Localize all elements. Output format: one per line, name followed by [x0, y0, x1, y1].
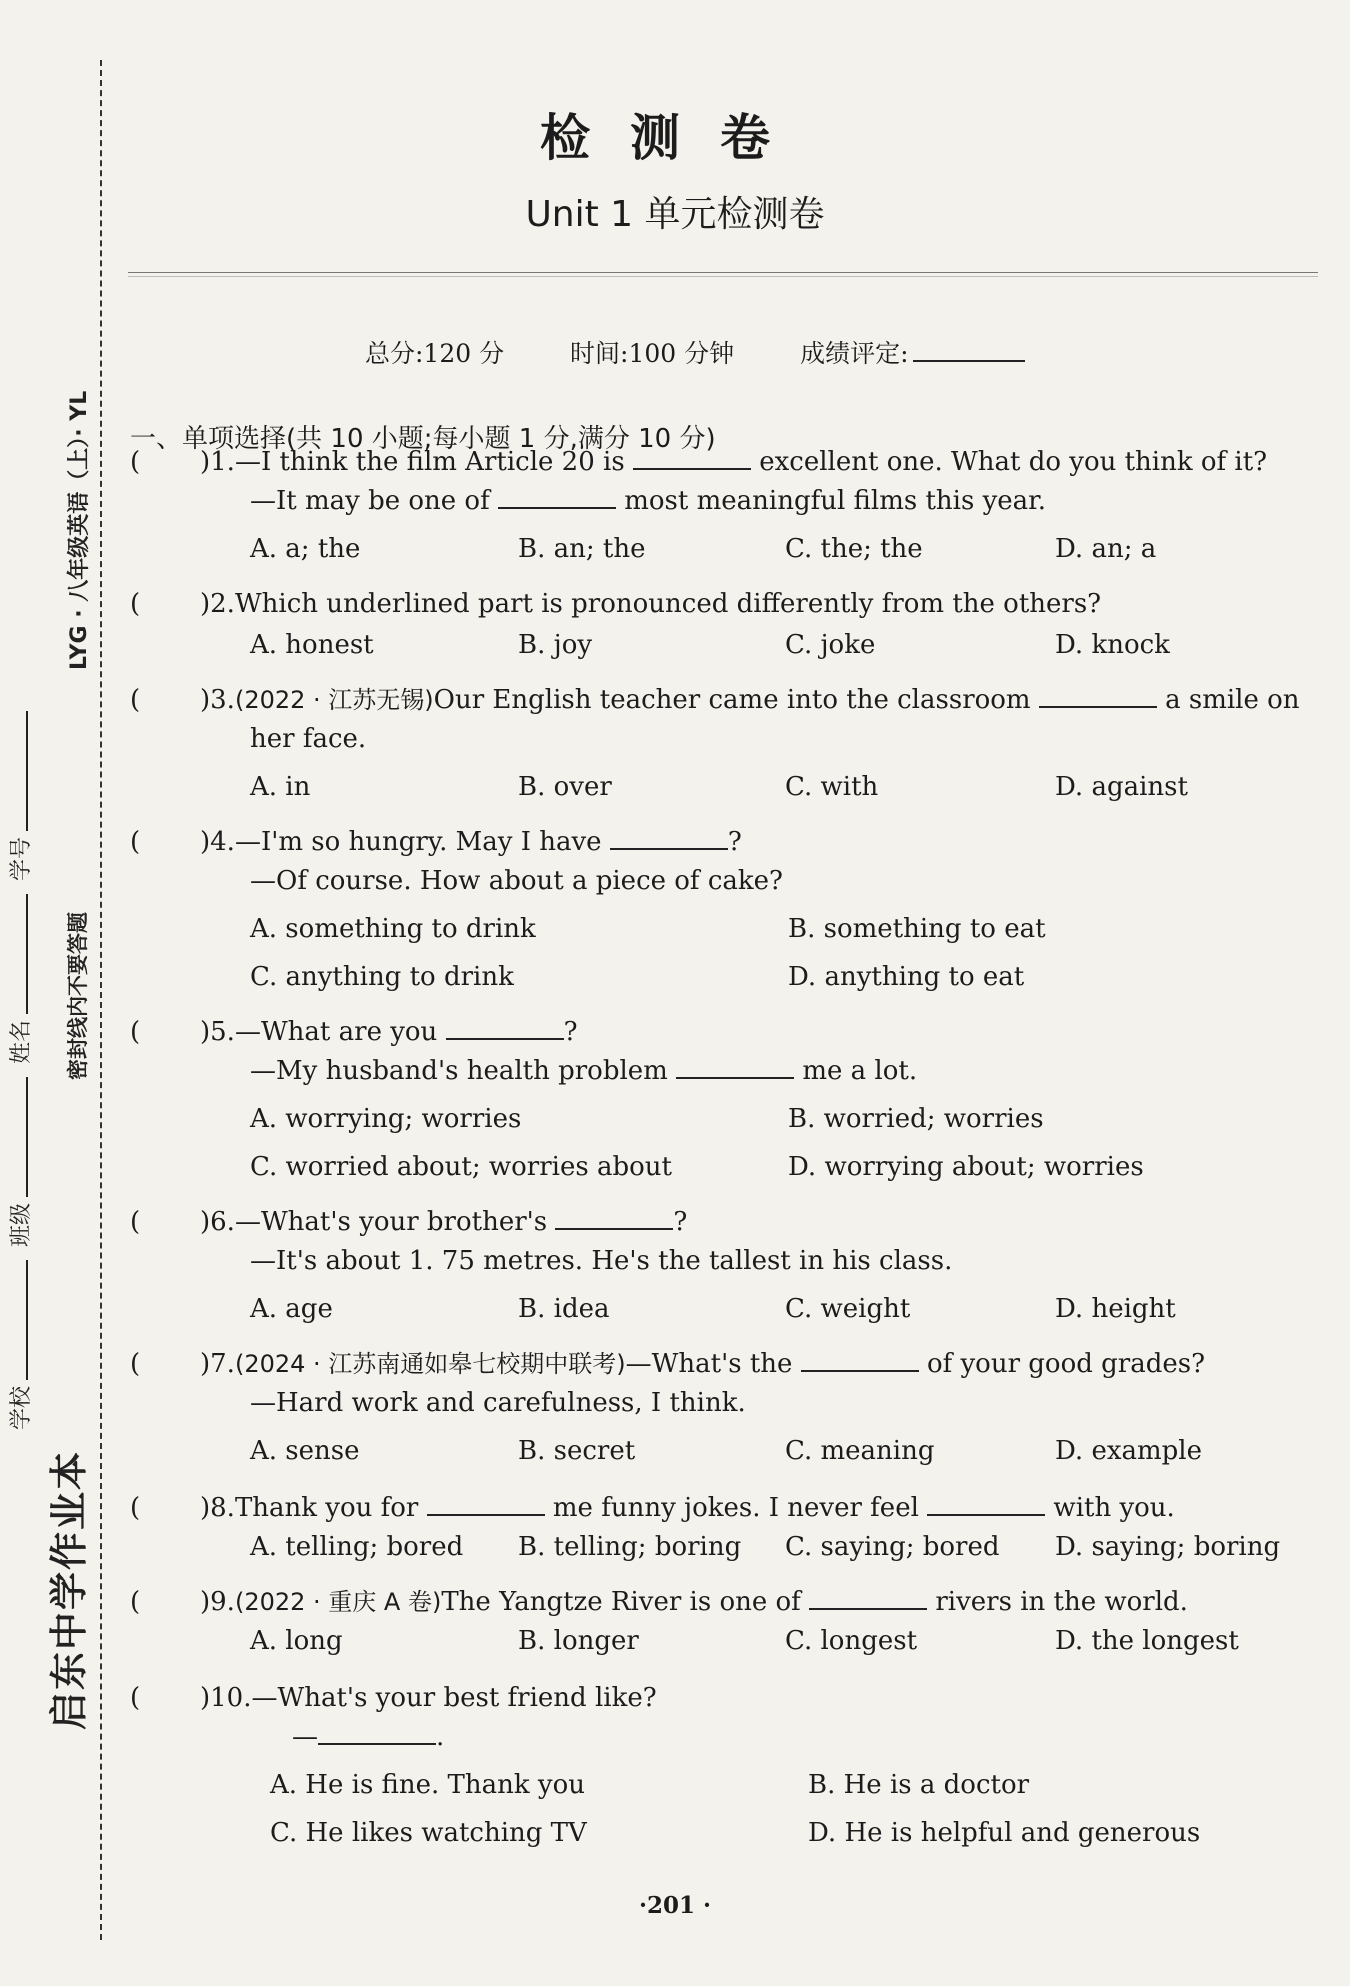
option-choice[interactable]: D. example — [1055, 1436, 1202, 1466]
seal-dashed-line — [100, 60, 102, 1940]
exam-time: 时间:100 分钟 — [570, 339, 735, 368]
option-choice[interactable]: C. weight — [785, 1294, 911, 1324]
seal-note: 密封线内不要答题 — [66, 912, 90, 1080]
question-text — [200, 1484, 1175, 1532]
page-title: 检测卷 — [540, 109, 810, 167]
field-class: 班级 — [9, 1202, 34, 1247]
answer-blank[interactable] — [427, 1514, 545, 1516]
answer-blank[interactable] — [927, 1514, 1045, 1516]
option-choice[interactable]: C. anything to drink — [250, 962, 514, 992]
header-rule-secondary — [128, 276, 1318, 277]
question-number: )8. — [200, 1493, 235, 1523]
option-choice[interactable]: D. against — [1055, 772, 1188, 802]
question-reply: —It may be one of most meaningful films this year. — [250, 486, 1046, 516]
answer-blank[interactable] — [446, 1038, 564, 1040]
option-choice[interactable]: D. anything to eat — [788, 962, 1025, 992]
question-stem: —What's the of your good grades? — [625, 1349, 1206, 1379]
question-number: )10. — [200, 1683, 252, 1713]
exam-meta — [365, 334, 1083, 370]
option-choice[interactable]: C. He likes watching TV — [270, 1818, 587, 1848]
answer-bracket[interactable]: ( — [130, 827, 141, 857]
option-choice[interactable]: A. a; the — [250, 534, 361, 564]
option-choice[interactable]: B. idea — [518, 1294, 610, 1324]
question-text — [200, 1578, 1188, 1626]
question-text — [200, 580, 1101, 628]
answer-blank[interactable] — [1039, 706, 1157, 708]
question-text — [200, 1674, 657, 1722]
grade-blank[interactable] — [913, 360, 1025, 362]
option-choice[interactable]: D. knock — [1055, 630, 1170, 660]
option-choice[interactable]: A. something to drink — [250, 914, 536, 944]
option-choice[interactable]: C. worried about; worries about — [250, 1152, 672, 1182]
option-choice[interactable]: A. sense — [250, 1436, 360, 1466]
header-rule — [128, 272, 1318, 273]
field-id-blank[interactable] — [26, 711, 28, 831]
option-choice[interactable]: B. over — [518, 772, 612, 802]
question-text — [200, 1008, 578, 1056]
option-choice[interactable]: C. longest — [785, 1626, 918, 1656]
question-stem: —I'm so hungry. May I have ? — [234, 827, 742, 857]
field-name: 姓名 — [9, 1019, 34, 1064]
answer-bracket[interactable]: ( — [130, 589, 141, 619]
option-choice[interactable]: B. telling; boring — [518, 1532, 742, 1562]
grade-label: 成绩评定: — [800, 339, 909, 368]
option-choice[interactable]: B. He is a doctor — [808, 1770, 1030, 1800]
section-heading: 一、单项选择(共 10 小题;每小题 1 分,满分 10 分) — [130, 424, 716, 454]
total-score: 总分:120 分 — [365, 339, 505, 368]
field-school: 学校 — [9, 1385, 34, 1430]
question-stem: —What's your best friend like? — [251, 1683, 657, 1713]
answer-bracket[interactable]: ( — [130, 1349, 141, 1379]
option-choice[interactable]: A. age — [250, 1294, 333, 1324]
question-stem: —I think the film Article 20 is excellent one. What do you think of it? — [234, 447, 1268, 477]
question-source: (2022 · 江苏无锡) — [234, 686, 434, 714]
answer-blank[interactable] — [498, 507, 616, 509]
question-reply: —It's about 1. 75 metres. He's the tallest in his class. — [250, 1246, 953, 1276]
question-number: )6. — [200, 1207, 235, 1237]
answer-blank[interactable] — [555, 1228, 673, 1230]
question-number: )5. — [200, 1017, 235, 1047]
question-number: )1. — [200, 447, 235, 477]
option-choice[interactable]: B. worried; worries — [788, 1104, 1044, 1134]
question-reply: — . — [292, 1722, 445, 1752]
question-source: (2024 · 江苏南通如皋七校期中联考) — [234, 1350, 626, 1378]
option-choice[interactable]: B. something to eat — [788, 914, 1046, 944]
question-text — [200, 676, 1300, 724]
option-choice[interactable]: D. He is helpful and generous — [808, 1818, 1201, 1848]
question-text — [200, 438, 1267, 486]
page-number: ·201 · — [638, 1892, 712, 1919]
series-label: LYG · 八年级英语（上）· YL — [67, 390, 92, 670]
field-id: 学号 — [9, 836, 34, 881]
option-choice[interactable]: C. saying; bored — [785, 1532, 1000, 1562]
question-stem: —What are you ? — [234, 1017, 578, 1047]
option-choice[interactable]: B. joy — [518, 630, 593, 660]
question-reply: —Hard work and carefulness, I think. — [250, 1388, 746, 1418]
answer-blank[interactable] — [633, 468, 751, 470]
question-reply: her face. — [250, 724, 367, 754]
question-number: )7. — [200, 1349, 235, 1379]
answer-blank[interactable] — [318, 1743, 436, 1745]
option-choice[interactable]: A. worrying; worries — [250, 1104, 522, 1134]
answer-bracket[interactable]: ( — [130, 1493, 141, 1523]
question-source: (2022 · 重庆 A 卷) — [234, 1588, 442, 1616]
student-info-fields — [4, 705, 35, 1430]
question-number: )4. — [200, 827, 235, 857]
option-choice[interactable]: B. secret — [518, 1436, 636, 1466]
question-stem: Which underlined part is pronounced differently from the others? — [234, 589, 1102, 619]
question-stem: The Yangtze River is one of rivers in the world. — [441, 1587, 1188, 1617]
field-school-blank[interactable] — [26, 1260, 28, 1380]
page-subtitle: Unit 1 单元检测卷 — [525, 194, 825, 235]
option-choice[interactable]: C. joke — [785, 630, 876, 660]
option-choice[interactable]: B. an; the — [518, 534, 646, 564]
answer-blank[interactable] — [809, 1608, 927, 1610]
question-reply: —Of course. How about a piece of cake? — [250, 866, 783, 896]
option-choice[interactable]: C. with — [785, 772, 879, 802]
option-choice[interactable]: C. meaning — [785, 1436, 935, 1466]
answer-bracket[interactable]: ( — [130, 447, 141, 477]
question-stem: —What's your brother's ? — [234, 1207, 688, 1237]
option-choice[interactable]: D. an; a — [1055, 534, 1157, 564]
answer-bracket[interactable]: ( — [130, 1017, 141, 1047]
option-choice[interactable]: D. height — [1055, 1294, 1176, 1324]
question-number: )2. — [200, 589, 235, 619]
answer-bracket[interactable]: ( — [130, 1207, 141, 1237]
question-reply: —My husband's health problem me a lot. — [250, 1056, 918, 1086]
question-number: )9. — [200, 1587, 235, 1617]
question-number: )3. — [200, 685, 235, 715]
answer-bracket[interactable]: ( — [130, 1683, 141, 1713]
question-text — [200, 1198, 687, 1246]
answer-blank[interactable] — [610, 848, 728, 850]
option-choice[interactable]: A. long — [250, 1626, 343, 1656]
question-stem: Thank you for me funny jokes. I never feel with you. — [234, 1493, 1175, 1523]
option-choice[interactable]: A. telling; bored — [250, 1532, 464, 1562]
option-choice[interactable]: A. He is fine. Thank you — [270, 1770, 585, 1800]
answer-blank[interactable] — [676, 1077, 794, 1079]
option-choice[interactable]: D. the longest — [1055, 1626, 1239, 1656]
answer-bracket[interactable]: ( — [130, 685, 141, 715]
field-class-blank[interactable] — [26, 1077, 28, 1197]
option-choice[interactable]: C. the; the — [785, 534, 923, 564]
answer-bracket[interactable]: ( — [130, 1587, 141, 1617]
answer-blank[interactable] — [801, 1370, 919, 1372]
question-stem: Our English teacher came into the classroom a smile on — [433, 685, 1300, 715]
option-choice[interactable]: B. longer — [518, 1626, 639, 1656]
option-choice[interactable]: D. worrying about; worries — [788, 1152, 1144, 1182]
binding-strip — [0, 0, 110, 1986]
field-name-blank[interactable] — [26, 894, 28, 1014]
option-choice[interactable]: A. honest — [250, 630, 374, 660]
option-choice[interactable]: D. saying; boring — [1055, 1532, 1281, 1562]
question-text — [200, 1340, 1205, 1388]
question-text — [200, 818, 742, 866]
option-choice[interactable]: A. in — [250, 772, 311, 802]
school-brand: 启东中学作业本 — [47, 1449, 91, 1730]
